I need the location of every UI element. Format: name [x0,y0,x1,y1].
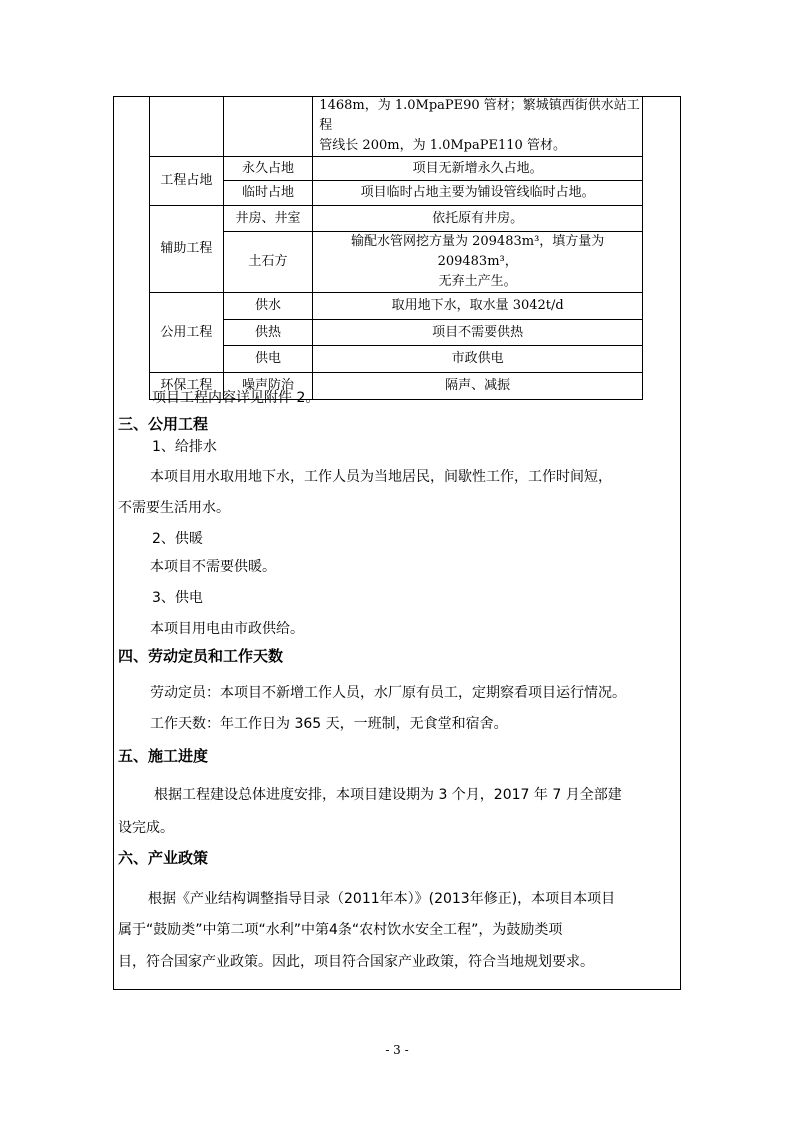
paragraph-text: 根据《产业结构调整指导目录（2011年本）》(2013年修正)，本项目本项目 [148,891,616,907]
section-heading-schedule: 五、施工进度 [118,747,209,765]
paragraph-text: 本项目用水取用地下水，工作人员为当地居民，间歇性工作，工作时间短， [150,469,612,485]
section-heading-policy: 六、产业政策 [118,849,209,867]
value-heating: 项目不需要供热 [313,320,643,346]
value-temporary-land: 项目临时占地主要为铺设管线临时占地。 [313,181,643,206]
table-row [150,232,643,293]
table-row [150,293,643,320]
subheading-water: 1、给排水 [152,439,217,455]
table-cell [223,96,313,157]
cell-text: 1468m，为 1.0MpaPE90 管材；繁城镇西街供水站工程 [319,98,640,133]
paragraph-text: 工作天数：年工作日为 365 天，一班制，无食堂和宿舍。 [150,716,508,732]
subheading-power: 3、供电 [152,590,203,606]
section-heading-staffing: 四、劳动定员和工作天数 [118,647,284,665]
cell-text: 管线长 200m，为 1.0MpaPE110 管材。 [319,138,566,153]
paragraph-text: 根据工程建设总体进度安排，本项目建设期为 3 个月，2017 年 7 月全部建 [154,787,622,803]
table-row [150,96,643,157]
value-well-house: 依托原有井房。 [313,206,643,232]
cell-text: 输配水管网挖方量为 209483m³，填方量为 209483m³， [350,234,605,269]
section-heading-public-works: 三、公用工程 [118,415,209,433]
subheading-heating: 2、供暖 [152,531,203,547]
value-permanent-land: 项目无新增永久占地。 [313,157,643,181]
engineering-table [149,96,643,400]
label-well-house: 井房、井室 [223,206,313,232]
value-earthwork [313,232,643,293]
table-row [150,206,643,232]
label-temporary-land: 临时占地 [223,181,313,206]
cell-text: 无弃土产生。 [438,274,517,289]
label-noise: 噪声防治 [223,373,313,400]
table-cell [150,96,224,157]
label-power: 供电 [223,346,313,373]
paragraph-text: 不需要生活用水。 [118,500,230,516]
appendix-note: 项目工程内容详见附件 2。 [152,390,320,406]
table-row [150,320,643,346]
category-env: 环保工程 [150,373,224,400]
value-noise: 隔声、减振 [313,373,643,400]
table-row [150,346,643,373]
value-power: 市政供电 [313,346,643,373]
label-water-supply: 供水 [223,293,313,320]
label-earthwork: 土石方 [223,232,313,293]
paragraph-text: 目，符合国家产业政策。因此，项目符合国家产业政策，符合当地规划要求。 [118,954,594,970]
table-row [150,181,643,206]
value-water-supply: 取用地下水，取水量 3042t/d [313,293,643,320]
category-aux: 辅助工程 [150,206,224,293]
paragraph-text: 本项目不需要供暖。 [150,559,276,575]
paragraph-text: 劳动定员：本项目不新增工作人员，水厂原有员工，定期察看项目运行情况。 [150,685,626,701]
category-public: 公用工程 [150,293,224,373]
label-heating: 供热 [223,320,313,346]
paragraph-text: 属于“鼓励类”中第二项“水利”中第4条“农村饮水安全工程”，为鼓励类项 [118,922,563,938]
category-land: 工程占地 [150,157,224,206]
page-number: - 3 - [385,1043,409,1057]
label-permanent-land: 永久占地 [223,157,313,181]
table-cell [313,96,643,157]
paragraph-text: 本项目用电由市政供给。 [150,621,304,637]
table-row [150,157,643,181]
paragraph-text: 设完成。 [118,820,174,836]
